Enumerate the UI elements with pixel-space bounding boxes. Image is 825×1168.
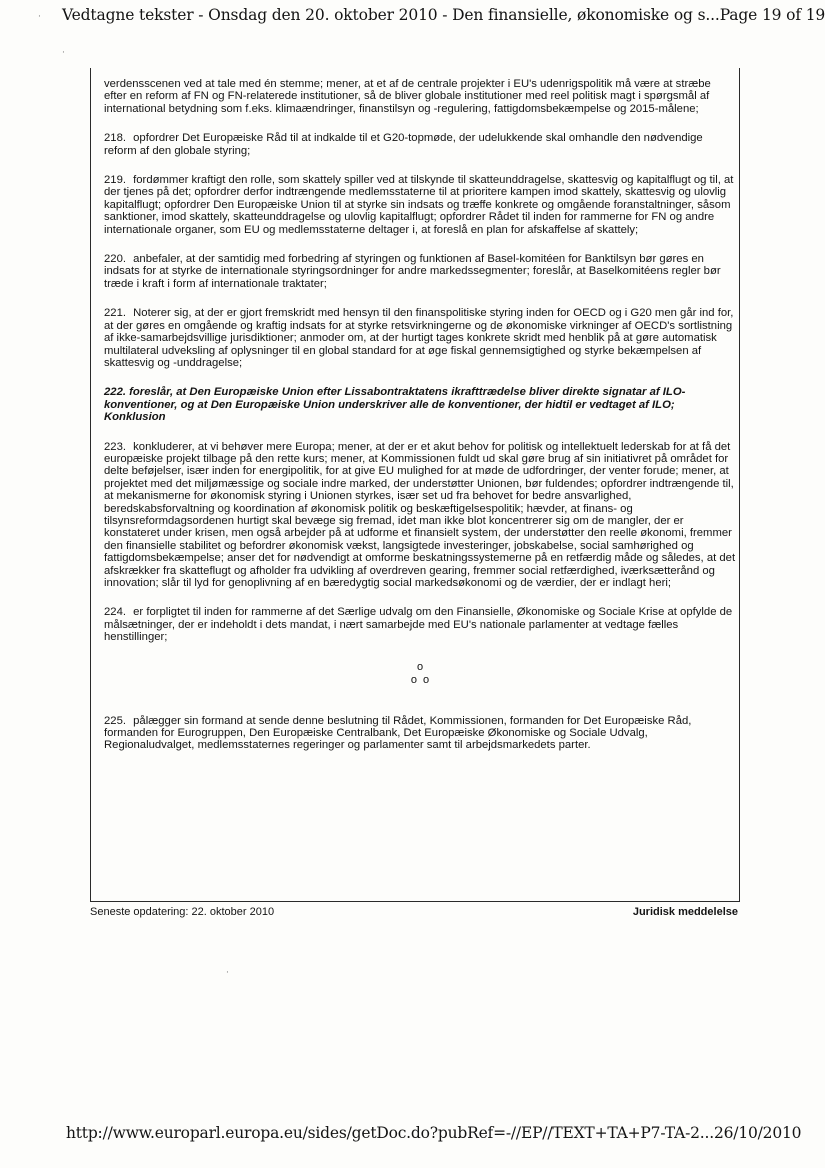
last-updated: Seneste opdatering: 22. oktober 2010 <box>90 906 275 918</box>
paragraph-text: fordømmer kraftigt den rolle, som skattely spiller ved at tilskynde til skatteunddragelse, skattesvig og kapitalflugt og til, at der tjenes på det; opfordrer derfor indtrængende medlemsstaterne til at prioritere kampen imod skattely, skattesvig og ulovlig kapitalflugt; opfordrer Den Europæiske Union til at styrke sin indsats og træffe konkrete og omgående foranstaltninger, såsom sanktioner, imod skattely, skatteunddragelse og ulovlig kapitalflugt; opfordrer Rådet til inden for rammerne for FN og andre internationale organer, som EU og medlemsstaterne deltager i, at foreslå en plan for afskaffelse af skattely; <box>104 174 734 236</box>
paragraph-223 <box>104 441 736 590</box>
section-heading-konklusion: Konklusion <box>104 411 166 424</box>
page-footer <box>66 1124 802 1142</box>
paragraph-number: 221. <box>104 307 126 320</box>
separator-bottom: o o <box>410 673 430 686</box>
scan-artifact: · <box>62 48 65 58</box>
page-number: Page 19 of 19 <box>719 6 825 24</box>
scan-artifact: · <box>226 968 229 978</box>
document-body <box>104 78 736 769</box>
print-date: 26/10/2010 <box>713 1124 802 1142</box>
scan-artifact: · <box>38 12 41 22</box>
paragraph-221 <box>104 307 736 369</box>
paragraph-text: foreslår, at Den Europæiske Union efter Lissabontraktatens ikrafttrædelse bliver direkte signatar af ILO-konventioner, og at Den Europæiske Union underskriver alle de konventioner, der hidtil er vedtaget af ILO; <box>104 386 686 411</box>
paragraph-number: 218. <box>104 132 126 145</box>
paragraph-224 <box>104 606 736 643</box>
paragraph-217-continued: verdensscenen ved at tale med én stemme; mener, at et af de centrale projekter i EU's udenrigspolitik må være at stræbe efter en reform af FN og FN-relaterede institutioner, så de bliver globale institutioner med reel politisk magt i spørgsmål af international betydning som f.eks. klimaændringer, finanstilsyn og -regulering, fattigdomsbekæmpelse og 2015-målene; <box>104 78 711 115</box>
paragraph-225 <box>104 715 736 752</box>
paragraph-number: 222. <box>104 386 126 399</box>
footer-bar <box>90 906 738 918</box>
paragraph-number: 220. <box>104 253 126 266</box>
paragraph-number: 225. <box>104 714 126 727</box>
separator-top: o <box>416 660 424 673</box>
paragraph-222-amendment <box>104 386 736 411</box>
paragraph-number: 224. <box>104 606 126 619</box>
paragraph-220 <box>104 253 736 290</box>
source-url: http://www.europarl.europa.eu/sides/getDoc.do?pubRef=-//EP//TEXT+TA+P7-TA-2... <box>66 1124 714 1142</box>
paragraph-number: 223. <box>104 440 126 453</box>
paragraph-number: 219. <box>104 174 126 187</box>
paragraph-text: anbefaler, at der samtidig med forbedring af styringen og funktionen af Basel-komitéen for Banktilsyn bør gøres en indsats for at styrke de internationale styringsordninger for andre markedssegmenter; foreslår, at Baselkomitéens regler bør træde i kraft i form af internationale traktater; <box>104 253 721 290</box>
paragraph-text: opfordrer Det Europæiske Råd til at indkalde til et G20-topmøde, der udelukkende skal omhandle den nødvendige reform af den globale styring; <box>104 132 703 157</box>
paragraph-text: pålægger sin formand at sende denne beslutning til Rådet, Kommissionen, formanden for Det Europæiske Råd, formanden for Eurogruppen, Den Europæiske Centralbank, Det Europæiske Økonomiske og Sociale Udvalg, Regionaludvalget, medlemsstaternes regeringer og parlamenter samt til arbejdsmarkedets parter. <box>104 714 692 752</box>
paragraph-text: Noterer sig, at der er gjort fremskridt med hensyn til den finanspolitiske styring inden for OECD og i G20 men går ind for, at der gøres en omgående og kraftig indsats for at styrke retsvirkningerne og de økonomiske virkninger af OECD's sortlistning af ikke-samarbejdsvillige jurisdiktioner; anmoder om, at der hurtigt tages konkrete skridt med henblik på at gøre automatisk multilateral udveksling af oplysninger til en global standard for at øge fiskal gennemsigtighed og styrke bekæmpelsen af skattesvig og -unddragelse; <box>104 307 734 369</box>
section-separator <box>104 661 736 687</box>
paragraph-text: er forpligtet til inden for rammerne af det Særlige udvalg om den Finansielle, Økonomiske og Sociale Krise at opfylde de målsætninger, der er indeholdt i dets mandat, i nært samarbejde med EU's nationale parlamenter at vedtage fælles henstillinger; <box>104 606 733 644</box>
paragraph-219 <box>104 174 736 236</box>
legal-notice-link[interactable]: Juridisk meddelelse <box>632 906 738 918</box>
page-header <box>62 6 825 24</box>
document-title: Vedtagne tekster - Onsdag den 20. oktober 2010 - Den finansielle, økonomiske og s... <box>62 6 720 24</box>
paragraph-218 <box>104 132 736 157</box>
paragraph-text: konkluderer, at vi behøver mere Europa; mener, at der er et akut behov for politisk og intellektuelt lederskab for at få det europæiske projekt tilbage på den rette kurs; mener, at Kommissionen fuldt ud skal gøre brug af sin initiativret på området for delte beføjelser, især inden for energipolitik, for at give EU mulighed for at møde de udfordringer, der venter forude; mener, at projektet med det miljømæssige og sociale indre marked, der understøtter Unionen, bør fuldendes; opfordrer indtrængende til, at mekanismerne for økonomisk styring i Unionen styrkes, især set ud fra behovet for bedre ansvarlighed, beredskabsforvaltning og koordination af økonomisk politik og beskæftigelsespolitik; hævder, at finans- og tilsynsreformdagsordenen hurtigt skal bevæge sig fremad, idet man ikke blot koncentrerer sig om de mangler, der er konstateret under krisen, men også arbejder på at udforme et finansielt system, der understøtter den reelle økonomi, fremmer den finansielle stabilitet og befordrer økonomisk vækst, langsigtede investeringer, jobskabelse, social samhørighed og fattigdomsbekæmpelse; anser det for nødvendigt at omforme beskatningssystemerne på en retfærdig måde og således, at det afskrækker fra skatteflugt og afholder fra udvikling af overdreven gearing, fremmer social retfærdighed, iværksætterånd og innovation; slår til lyd for genoplivning af en bæredygtig social markedsøkonomi og de værdier, der er indlagt heri; <box>104 440 736 589</box>
